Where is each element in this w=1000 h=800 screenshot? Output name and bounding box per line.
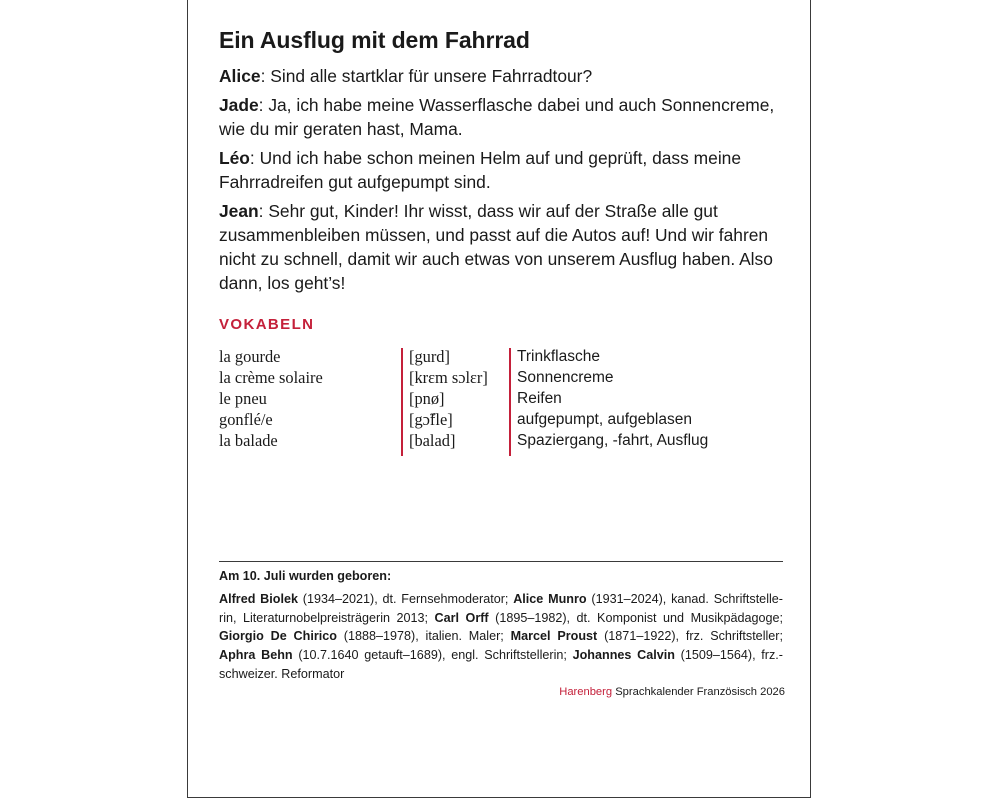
speaker-name: Jean xyxy=(219,201,259,221)
vocab-french: la balade xyxy=(219,431,278,450)
person-desc: (1871–1922), frz. Schriftsteller; xyxy=(597,629,783,644)
speaker-name: Jade xyxy=(219,95,259,115)
vocab-german: Sonnencreme xyxy=(517,369,614,386)
vocab-pronunciation: [gɔ̃fle] xyxy=(409,410,453,429)
dialogue-text: Sehr gut, Kinder! Ihr wisst, dass wir auf der Straße alle gut zusammenbleiben müssen, und passt auf die Autos auf! Und wir fahren nicht zu schnell, damit wir auch etwas von unserem Ausflug haben. Also dann, los geht’s! xyxy=(219,201,773,293)
person-name: Carl Orff xyxy=(434,610,489,625)
vocab-pronunciation: [pnø] xyxy=(409,389,445,408)
dialogue-text: Ja, ich habe meine Wasserflasche dabei und auch Sonnencreme, wie du mir geraten hast, Mama. xyxy=(219,95,775,139)
born-list xyxy=(219,590,783,684)
person-desc: (1509–1564), frz.-schweizer. Reformator xyxy=(219,648,783,681)
born-heading: Am 10. Juli wurden geboren: xyxy=(219,569,392,583)
vocab-divider xyxy=(509,348,511,456)
footer-text: Sprachkalender Französisch 2026 xyxy=(612,686,785,698)
person-name: Giorgio De Chirico xyxy=(219,629,337,644)
dialogue-text: Sind alle startklar für unsere Fahrradtour? xyxy=(265,66,593,86)
person-desc: (1888–1978), italien. Maler; xyxy=(336,629,511,644)
person-desc: (1931–2024), kanad. Schriftstellerin, Literaturnobelpreisträgerin 2013; xyxy=(219,592,783,625)
vocab-pronunciation: [gurd] xyxy=(409,347,450,366)
person-name: Johannes Calvin xyxy=(572,648,675,663)
vocab-german: Trinkflasche xyxy=(517,348,600,365)
vocab-german: Spaziergang, -fahrt, Ausflug xyxy=(517,432,709,449)
person-name: Marcel Proust xyxy=(510,629,598,644)
person-name: Alfred Biolek xyxy=(219,592,298,606)
dialogue-line: Jade: Ja, ich habe meine Wasserflasche dabei und auch Sonnencreme, wie du mir geraten hast, Mama. xyxy=(219,95,775,139)
dialogue xyxy=(219,64,785,300)
vocab-german: Reifen xyxy=(517,390,562,407)
vocab-french: gonflé/e xyxy=(219,410,273,429)
vocab-pronunciation: [krɛm sɔlɛr] xyxy=(409,368,488,387)
dialogue-line: Alice: Sind alle startklar für unsere Fahrradtour? xyxy=(219,66,593,86)
vocab-french: le pneu xyxy=(219,389,267,408)
person-name: Alice Munro xyxy=(513,592,587,606)
vocab-french: la crème solaire xyxy=(219,368,323,387)
calendar-page xyxy=(187,0,811,798)
vocab-divider xyxy=(401,348,403,456)
person-desc: (10.7.1640 getauft–1689), engl. Schriftstellerin; xyxy=(292,648,573,663)
section-divider xyxy=(219,561,783,562)
vocab-german: aufgepumpt, aufgeblasen xyxy=(517,411,692,428)
page-title: Ein Ausflug mit dem Fahrrad xyxy=(219,27,530,53)
footer-credit xyxy=(559,686,785,698)
vokabeln-heading: VOKABELN xyxy=(219,316,315,333)
person-name: Aphra Behn xyxy=(219,648,293,663)
dialogue-line: Jean: Sehr gut, Kinder! Ihr wisst, dass wir auf der Straße alle gut zusammenbleiben müssen, und passt auf die Autos auf! Und wir fahren nicht zu schnell, damit wir auch etwas von unserem Ausflug haben. Also dann, los geht’s! xyxy=(219,201,773,293)
dialogue-line: Léo: Und ich habe schon meinen Helm auf und geprüft, dass meine Fahrradreifen gut aufgepumpt sind. xyxy=(219,148,742,192)
person-desc: (1934–2021), dt. Fernsehmoderator; xyxy=(297,592,514,606)
person-desc: (1895–1982), dt. Komponist und Musikpädagoge; xyxy=(488,610,783,625)
dialogue-text: Und ich habe schon meinen Helm auf und geprüft, dass meine Fahrradreifen gut aufgepumpt sind. xyxy=(219,148,742,192)
speaker-name: Alice xyxy=(219,66,261,86)
vocab-pronunciation: [balad] xyxy=(409,431,456,450)
brand-name: Harenberg xyxy=(559,686,613,698)
speaker-name: Léo xyxy=(219,148,250,168)
vocab-french: la gourde xyxy=(219,347,281,366)
